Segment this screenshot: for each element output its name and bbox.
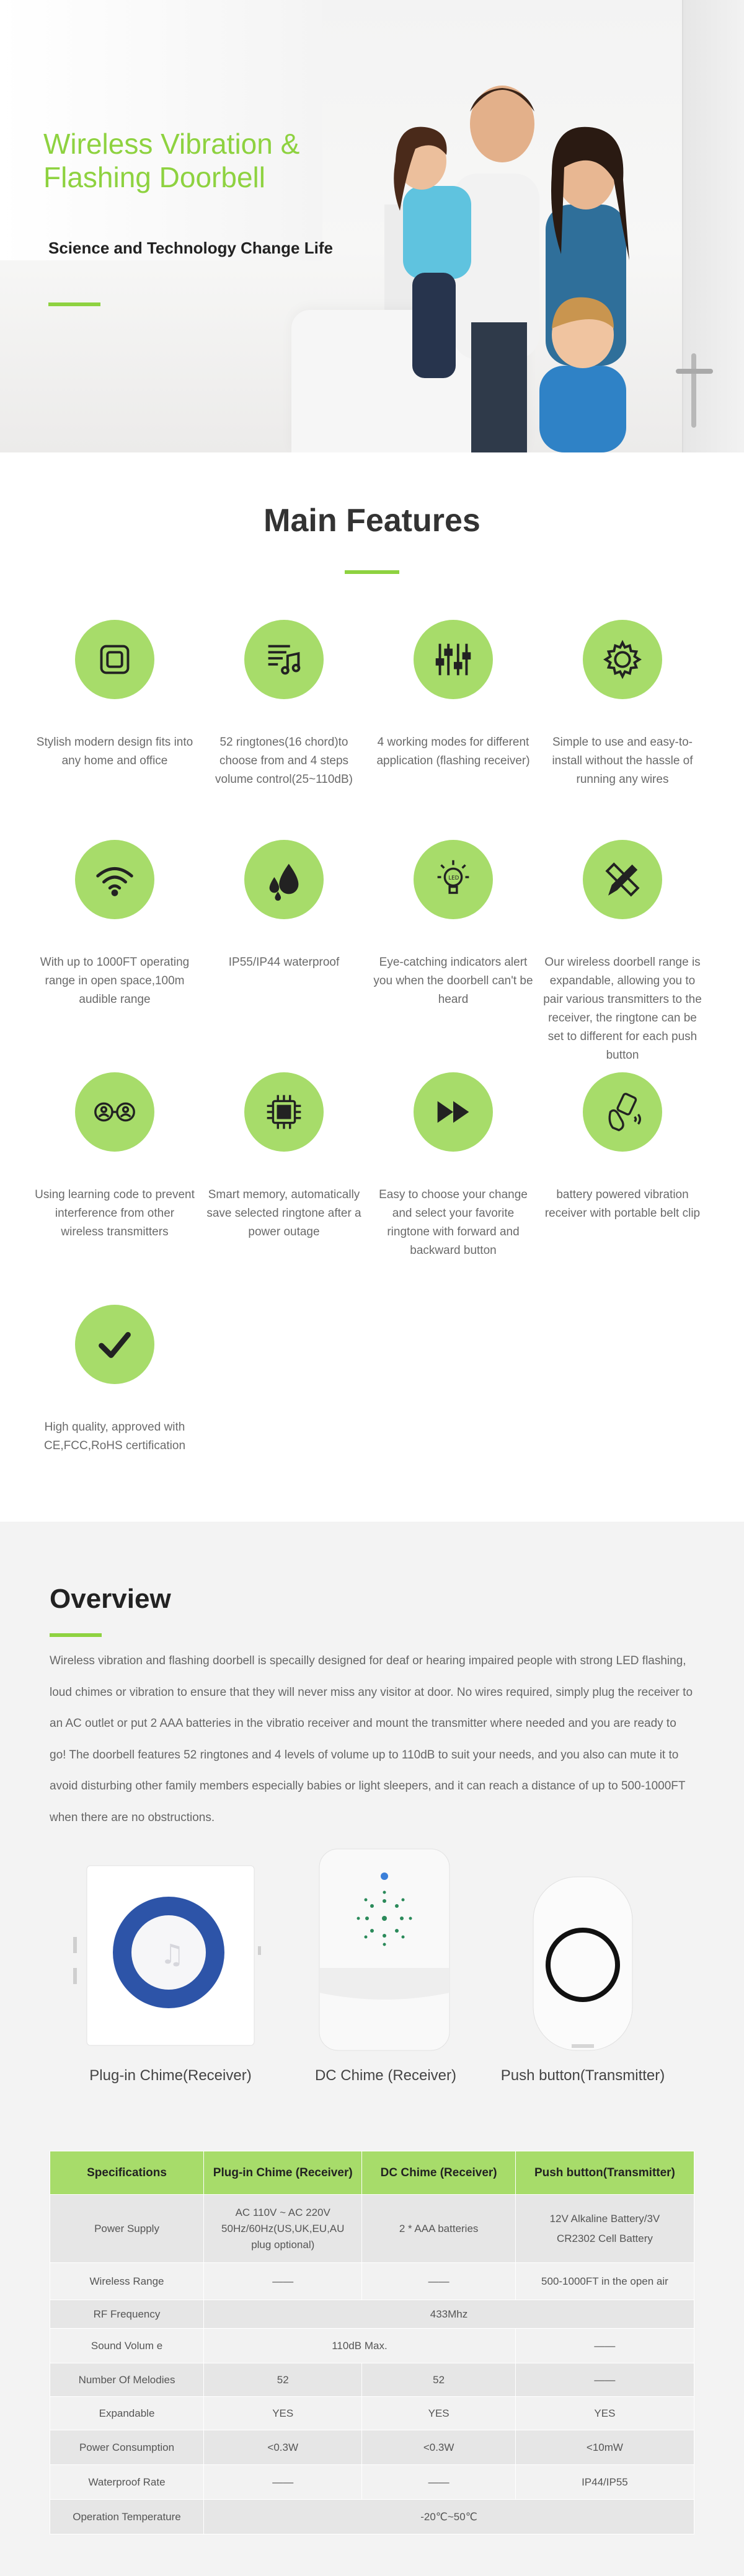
spec-value: <0.3W: [204, 2430, 362, 2465]
overview-accent-bar: [50, 1633, 102, 1637]
hero-banner: [0, 0, 744, 452]
spec-value-line: CR2302 Cell Battery: [556, 2232, 653, 2244]
hero-title: [43, 127, 299, 194]
spec-label: Waterproof Rate: [50, 2465, 204, 2500]
checkmark-icon: [75, 1305, 154, 1384]
feature-text: IP55/IP44 waterproof: [228, 956, 340, 969]
spec-label: Expandable: [50, 2397, 204, 2430]
spec-label: Power Consumption: [50, 2430, 204, 2465]
feature-item: [542, 1072, 703, 1223]
features-title: Main Features: [264, 503, 480, 539]
feature-text: 4 working modes for different application (flashing receiver): [376, 736, 530, 767]
led-light-icon: [414, 840, 493, 919]
table-row: [50, 2195, 694, 2263]
spec-value: YES: [362, 2397, 515, 2430]
users-link-icon: [75, 1072, 154, 1152]
feature-item: [373, 1072, 534, 1260]
product-label-push: Push button(Transmitter): [500, 2067, 665, 2084]
spec-value: [515, 2195, 694, 2263]
feature-item: [373, 840, 534, 1009]
feature-text: Using learning code to prevent interference from other wireless transmitters: [35, 1188, 195, 1238]
feature-text: High quality, approved with CE,FCC,RoHS certification: [43, 1421, 186, 1452]
feature-item: [203, 620, 365, 789]
table-header: Plug-in Chime (Receiver): [204, 2151, 362, 2195]
plugin-chime-image: [68, 1853, 267, 2058]
product-label-plugin: Plug-in Chime(Receiver): [89, 2067, 252, 2084]
feature-text: Stylish modern design fits into any home and office: [36, 736, 193, 767]
product-label-dc: DC Chime (Receiver): [314, 2067, 457, 2084]
spec-label: Operation Temperature: [50, 2500, 204, 2534]
svg-text:♫: ♫: [160, 1939, 185, 1970]
spec-value: IP44/IP55: [515, 2465, 694, 2500]
spec-label: Number Of Melodies: [50, 2363, 204, 2397]
spec-value: 52: [362, 2363, 515, 2397]
feature-text: Eye-catching indicators alert you when the doorbell can't be heard: [373, 956, 533, 1006]
spec-value: ——: [515, 2329, 694, 2363]
feature-text: battery powered vibration receiver with portable belt clip: [544, 1188, 701, 1220]
ruler-pencil-icon: [583, 840, 662, 919]
table-row: [50, 2363, 694, 2397]
family-photo: [347, 56, 694, 452]
table-row: [50, 2263, 694, 2300]
spec-value: ——: [362, 2465, 515, 2500]
feature-text: 52 ringtones(16 chord)to choose from and 4 steps volume control(25~110dB): [215, 736, 353, 786]
wifi-icon: [75, 840, 154, 919]
feature-item: [542, 840, 703, 1065]
table-row: [50, 2397, 694, 2430]
feature-text: With up to 1000FT operating range in open space,100m audible range: [40, 956, 190, 1006]
feature-item: [34, 1072, 195, 1242]
spec-label: Wireless Range: [50, 2263, 204, 2300]
feature-item: [34, 1305, 195, 1455]
sliders-icon: [414, 620, 493, 699]
table-header-row: [50, 2151, 694, 2195]
hand-vibration-icon: [583, 1072, 662, 1152]
hero-accent-bar: [48, 302, 100, 306]
spec-value: ——: [515, 2363, 694, 2397]
feature-text: Easy to choose your change and select your favorite ringtone with forward and backward button: [379, 1188, 528, 1257]
spec-value: AC 110V ~ AC 220V 50Hz/60Hz(US,UK,EU,AU plug optional): [204, 2195, 362, 2263]
feature-item: [203, 1072, 365, 1242]
feature-item: [34, 840, 195, 1009]
spec-value-line: 12V Alkaline Battery/3V: [549, 2212, 660, 2225]
table-row: [50, 2465, 694, 2500]
specifications-table: [50, 2151, 694, 2534]
spec-value: ——: [204, 2465, 362, 2500]
hero-title-line1: Wireless Vibration &: [43, 128, 300, 160]
spec-value: 433Mhz: [204, 2300, 694, 2329]
dc-chime-image: [313, 1844, 456, 2055]
overview-title: Overview: [50, 1584, 171, 1614]
square-button-icon: [75, 620, 154, 699]
feature-item: [542, 620, 703, 789]
spec-value: ——: [362, 2263, 515, 2300]
gear-icon: [583, 620, 662, 699]
spec-label: RF Frequency: [50, 2300, 204, 2329]
overview-description: Wireless vibration and flashing doorbell is specailly designed for deaf or hearing impaired people with strong LED flashing, loud chimes or vibration to ensure that they will never miss any visitor at door. No wires required, simply plug the receiver to an AC outlet or put 2 AAA batteries in the vibratio receiver and mount the transmitter where needed and you are ready to go! The doorbell features 52 ringtones and 4 levels of volume up to 110dB to suit your needs, and you also can mute it to avoid disturbing other family members especially babies or light sleepers, and it can reach a distance of up to 500-1000FT when there are no obstructions.: [50, 1654, 693, 1824]
music-note-list-icon: [244, 620, 324, 699]
feature-text: Our wireless doorbell range is expandable, allowing you to pair various transmitters to the receiver, the ringtone can be set to different for each push button: [543, 956, 702, 1062]
feature-item: [203, 840, 365, 972]
features-accent-bar: [345, 570, 399, 574]
table-header: Push button(Transmitter): [515, 2151, 694, 2195]
fast-forward-icon: [414, 1072, 493, 1152]
spec-value: <10mW: [515, 2430, 694, 2465]
table-row: [50, 2500, 694, 2534]
chip-icon: [244, 1072, 324, 1152]
table-row: [50, 2329, 694, 2363]
spec-value: <0.3W: [362, 2430, 515, 2465]
hero-subtitle: Science and Technology Change Life: [48, 239, 333, 257]
spec-value: YES: [515, 2397, 694, 2430]
spec-value: YES: [204, 2397, 362, 2430]
spec-value: 2 * AAA batteries: [362, 2195, 515, 2263]
spec-value: ——: [204, 2263, 362, 2300]
spec-value: 500-1000FT in the open air: [515, 2263, 694, 2300]
table-header: Specifications: [50, 2151, 204, 2195]
feature-item: [34, 620, 195, 770]
spec-label: Power Supply: [50, 2195, 204, 2263]
spec-value: 52: [204, 2363, 362, 2397]
spec-value: -20℃~50℃: [204, 2500, 694, 2534]
svg-text:LED: LED: [448, 875, 459, 881]
push-button-image: [527, 1872, 639, 2058]
spec-label: Sound Volum e: [50, 2329, 204, 2363]
feature-text: Simple to use and easy-to-install without the hassle of running any wires: [552, 736, 693, 786]
feature-text: Smart memory, automatically save selected ringtone after a power outage: [206, 1188, 361, 1238]
table-row: [50, 2300, 694, 2329]
table-header: DC Chime (Receiver): [362, 2151, 515, 2195]
feature-item: [373, 620, 534, 770]
hero-title-line2: Flashing Doorbell: [43, 161, 265, 193]
water-drops-icon: [244, 840, 324, 919]
main-features-section: [0, 452, 744, 1522]
spec-value: 110dB Max.: [204, 2329, 516, 2363]
table-row: [50, 2430, 694, 2465]
